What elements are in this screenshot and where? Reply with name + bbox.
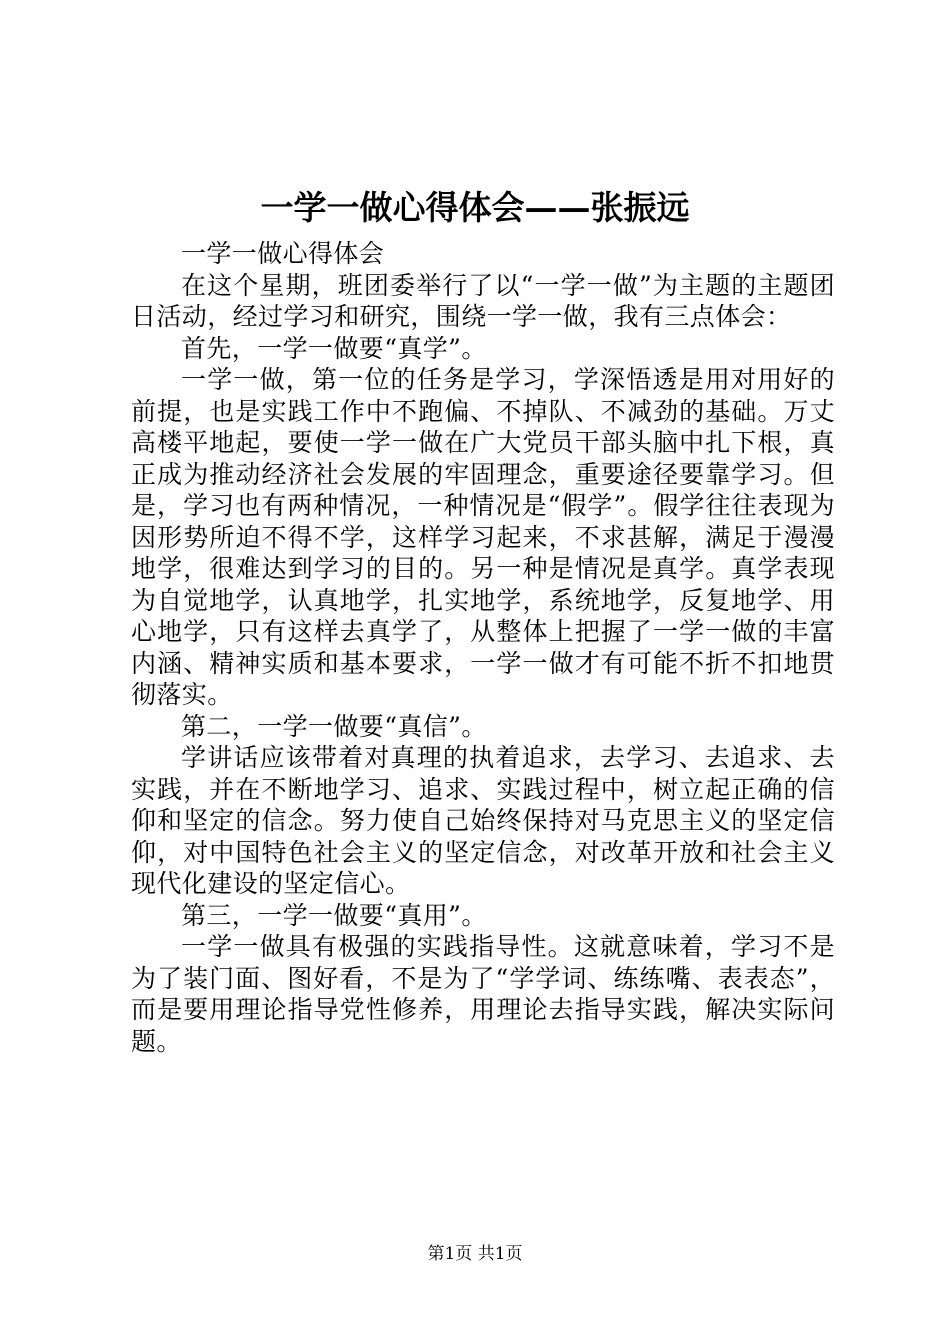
paragraph-point-three: 第三，一学一做要“真用”。 xyxy=(181,900,487,930)
paragraph-point-two: 第二，一学一做要“真信”。 xyxy=(181,711,487,741)
paragraph-intro: 在这个星期，班团委举行了以“一学一做”为主题的主题团日活动，经过学习和研究，围绕一学一做，我有三点体会： xyxy=(131,270,835,331)
paragraph-point-one-body: 一学一做，第一位的任务是学习，学深悟透是用对用好的前提，也是实践工作中不跑偏、不掉队、不减劲的基础。万丈高楼平地起，要使一学一做在广大党员干部头脑中扎下根，真正成为推动经济社会发展的牢固理念，重要途径要靠学习。但是，学习也有两种情况，一种情况是“假学”。假学往往表现为因形势所迫不得不学，这样学习起来，不求甚解，满足于漫漫地学，很难达到学习的目的。另一种是情况是真学。真学表现为自觉地学，认真地学，扎实地学，系统地学，反复地学、用心地学，只有这样去真学了，从整体上把握了一学一做的丰富内涵、精神实质和基本要求，一学一做才有可能不折不扣地贯彻落实。 xyxy=(131,365,835,709)
paragraph-point-one: 首先，一学一做要“真学”。 xyxy=(181,333,487,363)
paragraph-heading: 一学一做心得体会 xyxy=(181,239,385,268)
paragraph-point-three-body: 一学一做具有极强的实践指导性。这就意味着，学习不是为了装门面、图好看，不是为了“学学词、练练嘴、表表态”，而是要用理论指导党性修养，用理论去指导实践，解决实际问题。 xyxy=(131,932,835,1056)
document-title: 一学一做心得体会——张振远 xyxy=(260,188,690,227)
paragraph-point-two-body: 学讲话应该带着对真理的执着追求，去学习、去追求、去实践，并在不断地学习、追求、实践过程中，树立起正确的信仰和坚定的信念。努力使自己始终保持对马克思主义的坚定信仰，对中国特色社会主义的坚定信念，对改革开放和社会主义现代化建设的坚定信心。 xyxy=(131,743,835,898)
document-body xyxy=(131,238,835,1057)
page-footer: 第1页 共1页 xyxy=(427,1244,523,1264)
